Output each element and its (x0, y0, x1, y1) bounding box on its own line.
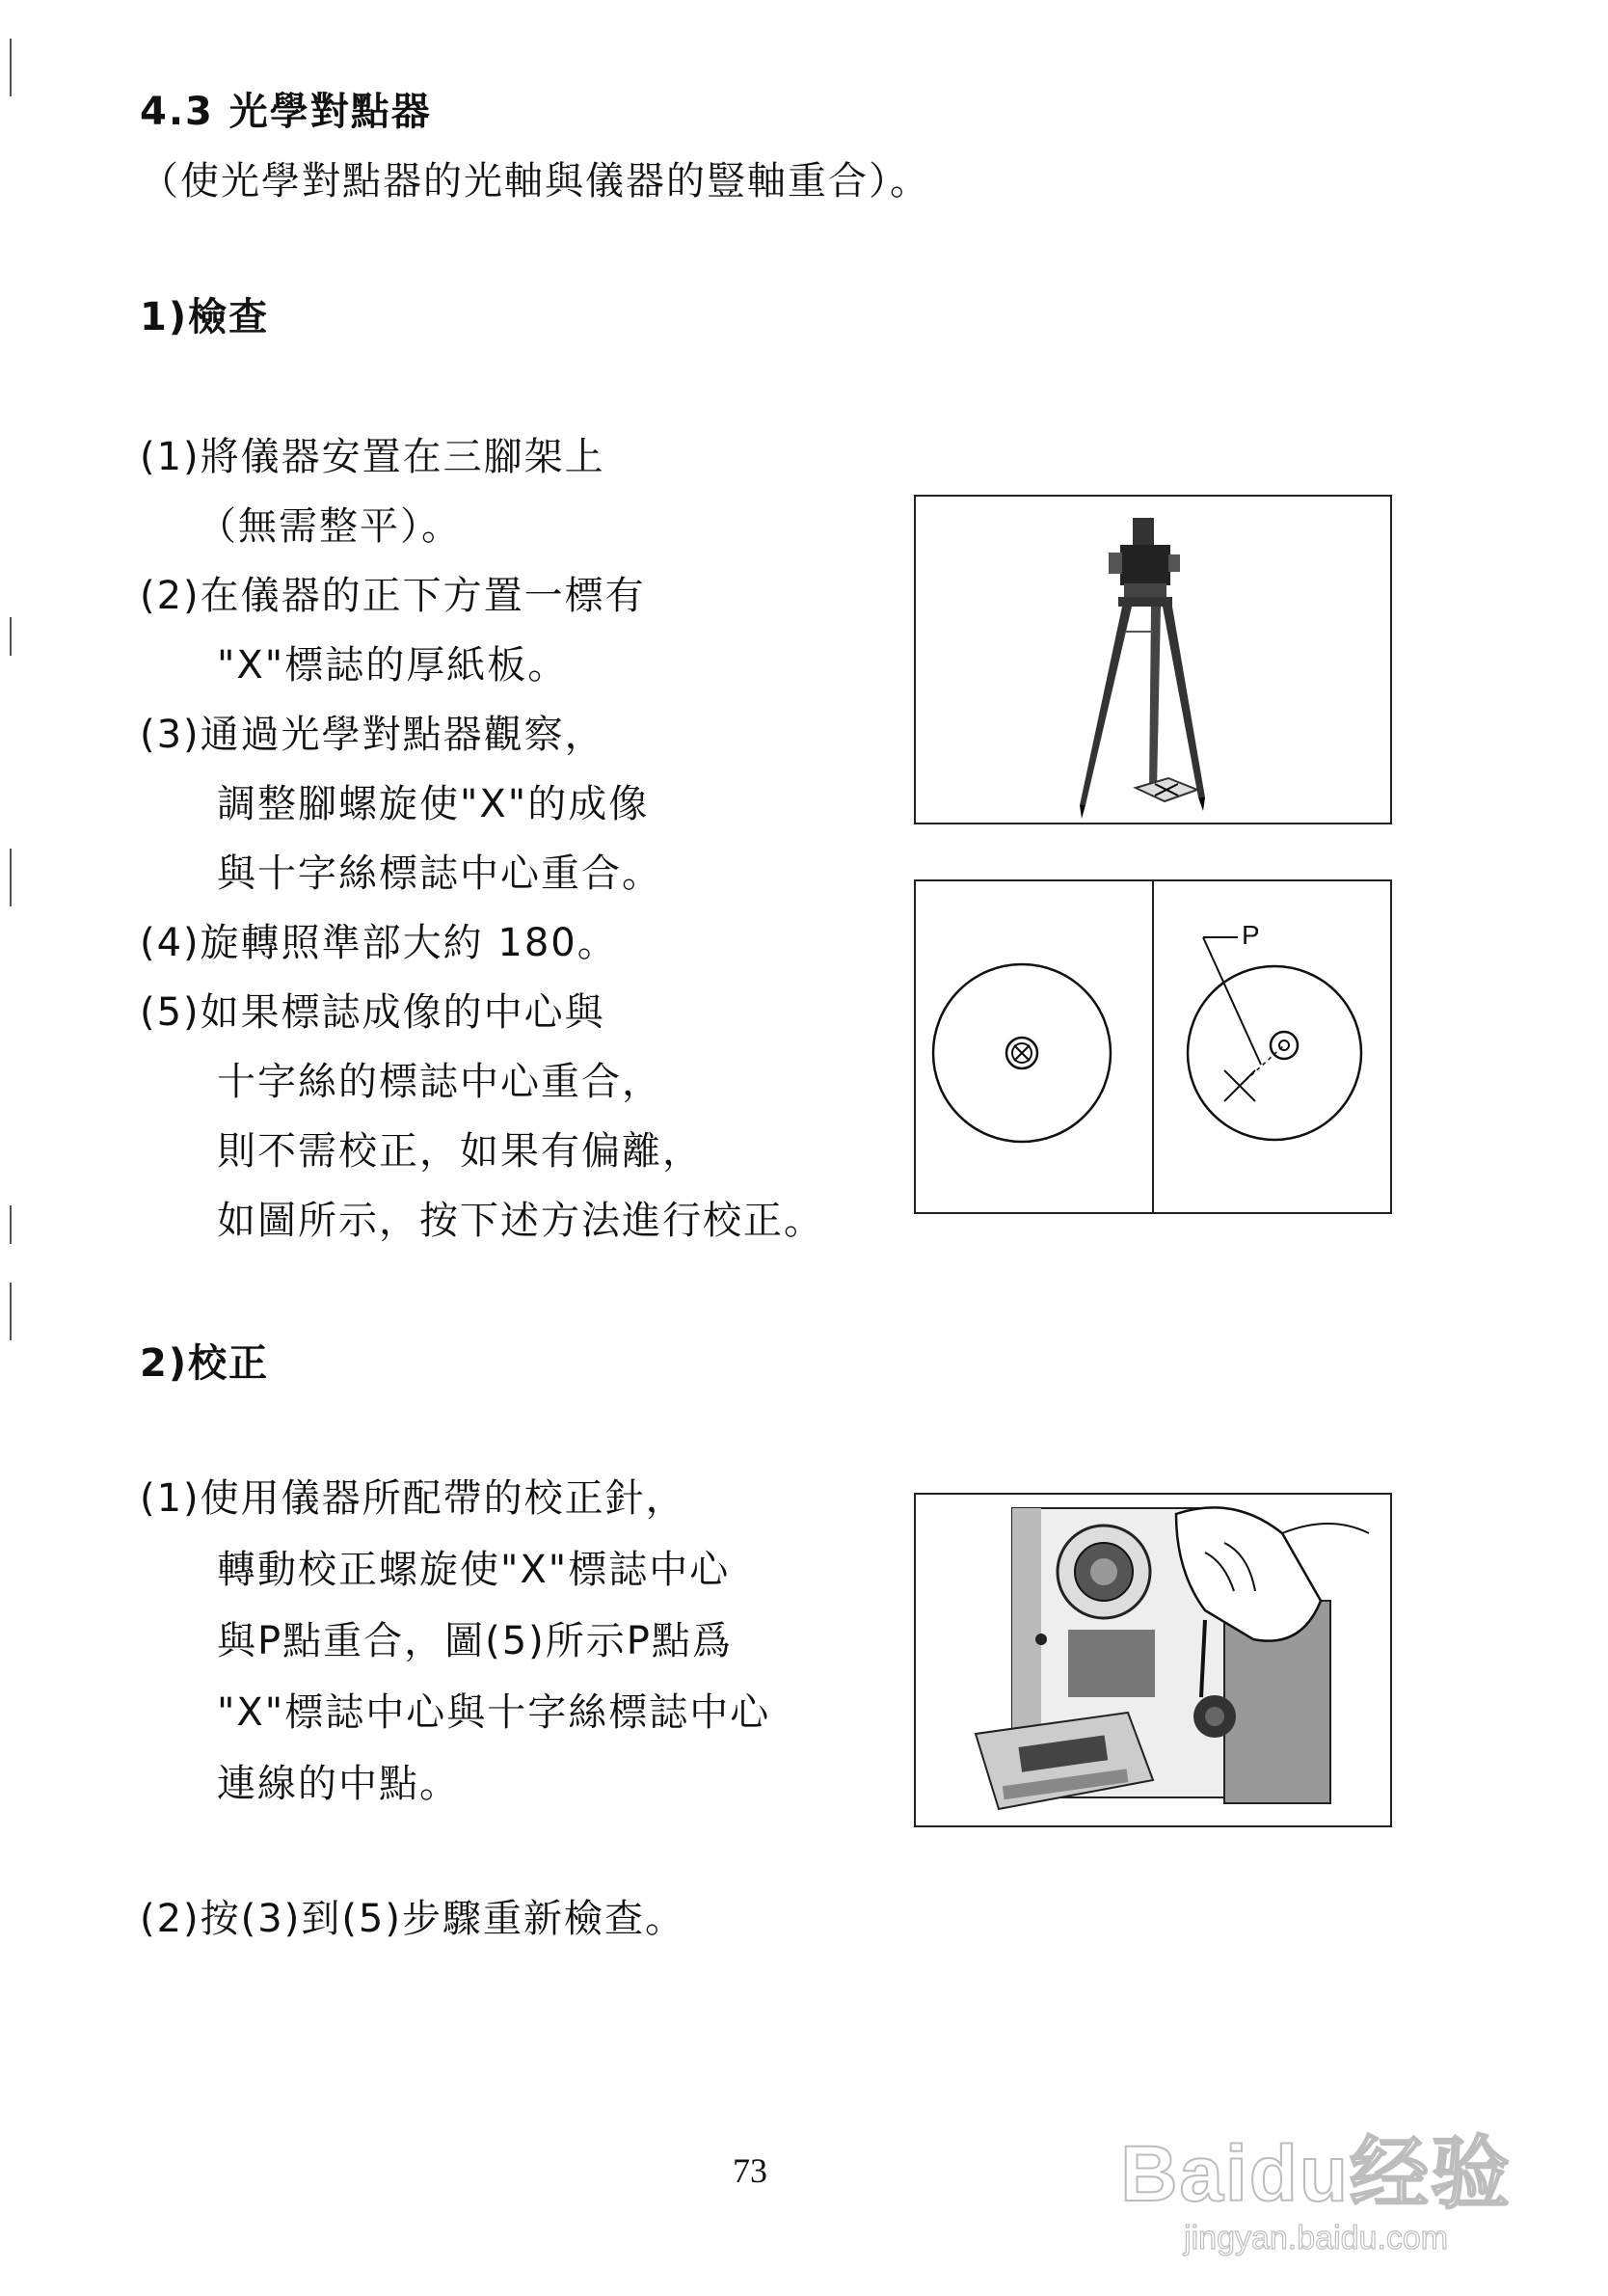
check-line: 與十字絲標誌中心重合。 (217, 851, 662, 896)
baidu-watermark (1120, 2130, 1512, 2257)
tripod-figure (914, 495, 1392, 824)
scan-edge-mark (10, 1205, 12, 1244)
adjust-line: 連線的中點。 (217, 1762, 460, 1806)
check-line: (2)在儀器的正下方置一標有 (140, 574, 646, 618)
adjust-line: (1)使用儀器所配帶的校正針， (140, 1476, 686, 1521)
check-line: 十字絲的標誌中心重合， (217, 1060, 662, 1104)
check-line: 則不需校正，如果有偏離， (217, 1129, 703, 1174)
adjust-final-line: (2)按(3)到(5)步驟重新檢查。 (140, 1897, 685, 1941)
adjustment-figure (914, 1493, 1392, 1827)
check-line: 調整腳螺旋使"X"的成像 (217, 782, 650, 826)
tripod-icon (916, 497, 1390, 823)
check-line: "X"標誌的厚紙板。 (217, 643, 569, 688)
scan-edge-mark (10, 849, 12, 906)
check-heading: 1)檢查 (140, 295, 270, 339)
check-line: （無需整平）。 (198, 504, 462, 549)
scan-edge-mark (10, 1283, 12, 1340)
page-number: 73 (733, 2151, 767, 2190)
check-line: (3)通過光學對點器觀察， (140, 713, 605, 757)
adjust-line: "X"標誌中心與十字絲標誌中心 (217, 1690, 771, 1735)
check-line: (5)如果標誌成像的中心與 (140, 990, 605, 1035)
scan-edge-mark (10, 617, 12, 656)
baidu-logo: Baidu经验 (1120, 2130, 1512, 2218)
reticle-icon (916, 881, 1390, 1212)
adjust-line: 與P點重合，圖(5)所示P點爲 (217, 1619, 733, 1663)
point-p-label: P (1242, 920, 1260, 950)
adjust-heading: 2)校正 (140, 1341, 270, 1386)
adjust-line: 轉動校正螺旋使"X"標誌中心 (217, 1548, 731, 1592)
reticle-figure (914, 879, 1392, 1214)
scan-edge-mark (10, 39, 12, 96)
section-title: 4.3 光學對點器 (140, 90, 432, 134)
section-subtitle: （使光學對點器的光軸與儀器的豎軸重合）。 (140, 159, 930, 203)
adjustment-icon (916, 1495, 1390, 1825)
check-line: (1)將儀器安置在三腳架上 (140, 435, 605, 479)
baidu-url: jingyan.baidu.com (1184, 2220, 1449, 2256)
check-line: (4)旋轉照準部大約 180。 (140, 921, 618, 965)
check-line: 如圖所示，按下述方法進行校正。 (217, 1199, 824, 1243)
